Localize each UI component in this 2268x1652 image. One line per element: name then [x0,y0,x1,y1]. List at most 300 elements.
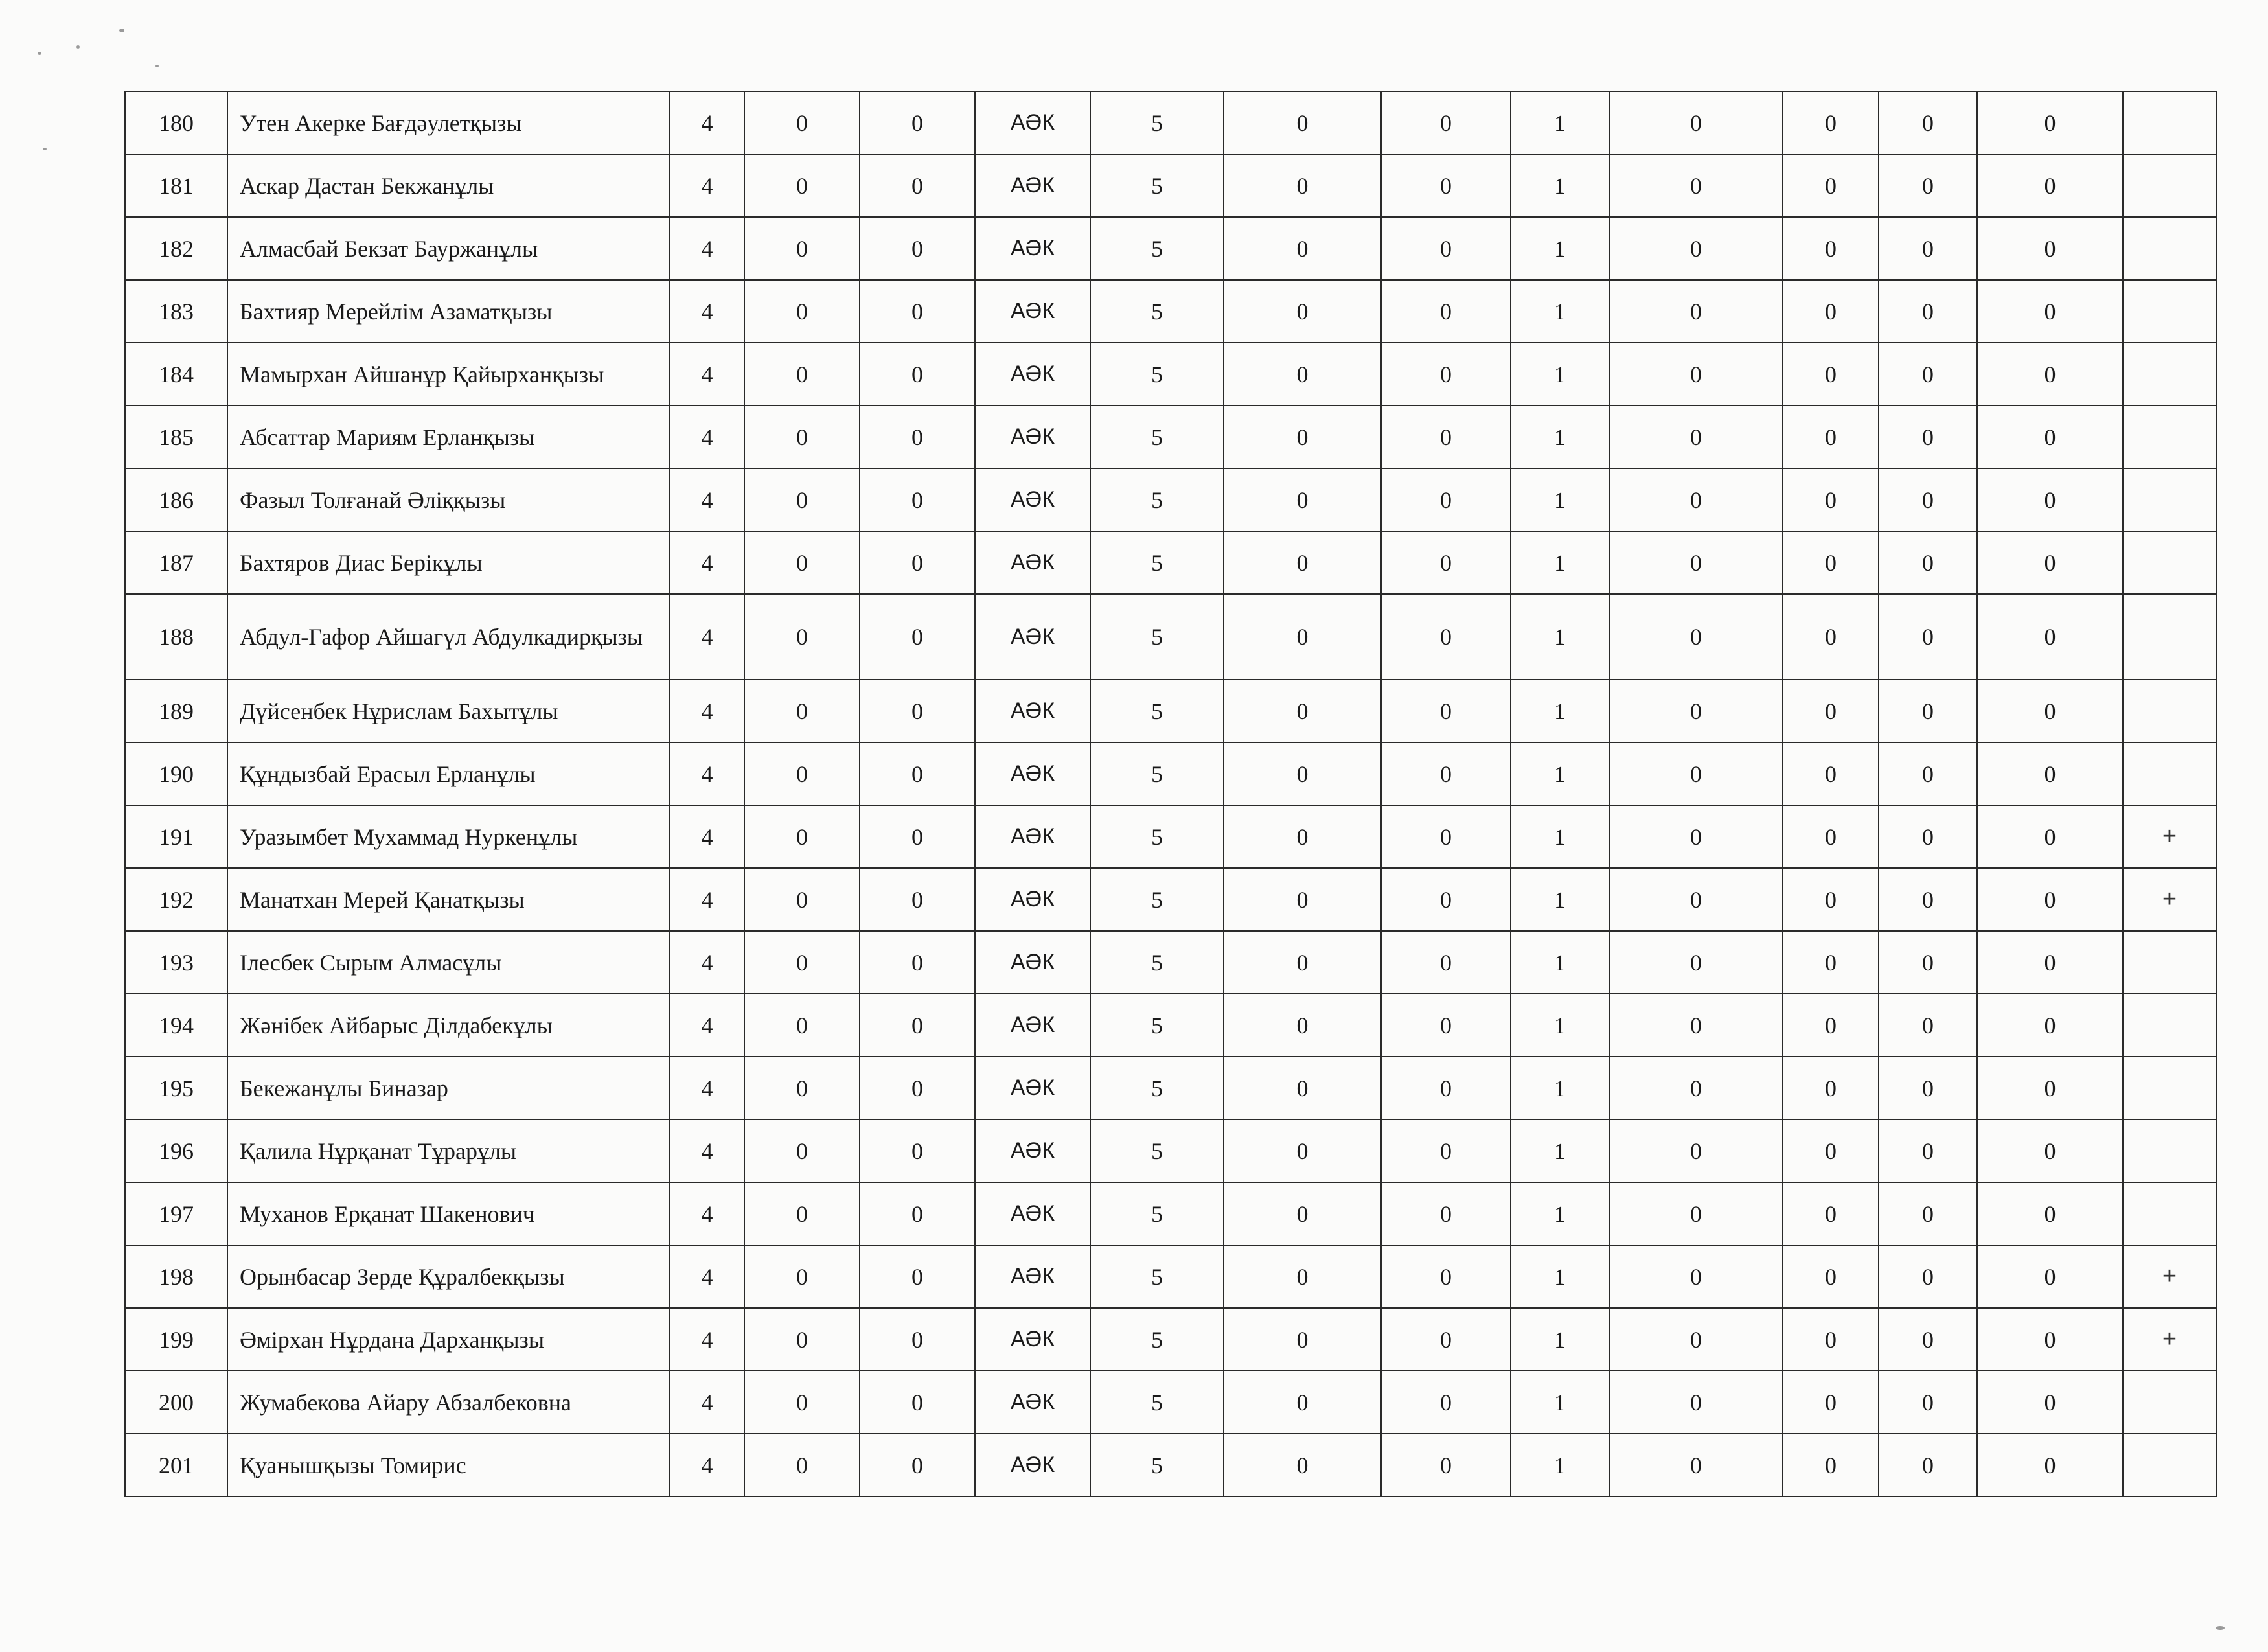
value-cell: 0 [1783,805,1879,868]
student-name-cell: Қалила Нұрқанат Тұрарұлы [227,1119,670,1182]
table-row [125,868,2216,931]
value-cell: 0 [1381,994,1511,1057]
value-cell: 0 [860,805,975,868]
student-name-cell: Аскар Дастан Бекжанұлы [227,154,670,217]
value-cell: 0 [1224,1182,1381,1245]
value-cell: 0 [744,154,860,217]
value-cell: 0 [1783,217,1879,280]
value-cell: 4 [670,531,744,594]
mark-cell [2123,1182,2216,1245]
value-cell: 0 [1977,217,2123,280]
table-row [125,1245,2216,1308]
value-cell: 0 [1783,343,1879,406]
value-cell: 0 [744,994,860,1057]
value-cell: 0 [1381,406,1511,468]
table-row [125,805,2216,868]
value-cell: 0 [1224,805,1381,868]
value-cell: 0 [744,468,860,531]
mark-cell [2123,994,2216,1057]
mark-cell: + [2123,868,2216,931]
value-cell: 0 [1879,742,1977,805]
value-cell: 0 [1224,154,1381,217]
value-cell: 0 [1879,805,1977,868]
value-cell: 5 [1090,217,1224,280]
value-cell: 0 [1381,931,1511,994]
student-name-cell: Утен Акерке Бағдәулетқызы [227,91,670,154]
scan-speck [2216,1626,2225,1630]
value-cell: 5 [1090,868,1224,931]
table-row [125,680,2216,742]
value-cell: 0 [1783,1245,1879,1308]
value-cell: 0 [744,1434,860,1497]
mark-cell [2123,154,2216,217]
value-cell: 0 [1224,343,1381,406]
value-cell: 0 [1224,91,1381,154]
value-cell: 0 [1609,994,1783,1057]
value-cell: 4 [670,1057,744,1119]
value-cell: 0 [1609,154,1783,217]
table-row [125,594,2216,680]
value-cell: 4 [670,91,744,154]
value-cell: 0 [1783,994,1879,1057]
code-cell: АӘК [975,594,1090,680]
code-cell: АӘК [975,868,1090,931]
value-cell: 0 [860,1119,975,1182]
value-cell: 0 [860,1182,975,1245]
value-cell: 4 [670,868,744,931]
value-cell: 0 [1609,468,1783,531]
row-number-cell: 182 [125,217,227,280]
value-cell: 0 [1977,805,2123,868]
code-cell: АӘК [975,531,1090,594]
value-cell: 0 [1783,468,1879,531]
value-cell: 5 [1090,1245,1224,1308]
value-cell: 4 [670,680,744,742]
value-cell: 0 [1609,1245,1783,1308]
value-cell: 0 [1609,1119,1783,1182]
value-cell: 0 [1783,594,1879,680]
mark-cell: + [2123,1245,2216,1308]
value-cell: 0 [860,468,975,531]
value-cell: 0 [1224,1057,1381,1119]
value-cell: 0 [1381,1434,1511,1497]
mark-cell [2123,406,2216,468]
value-cell: 0 [1783,406,1879,468]
value-cell: 0 [1977,280,2123,343]
value-cell: 0 [1609,680,1783,742]
value-cell: 0 [744,1308,860,1371]
value-cell: 5 [1090,1371,1224,1434]
value-cell: 4 [670,1371,744,1434]
value-cell: 1 [1511,1434,1609,1497]
row-number-cell: 198 [125,1245,227,1308]
row-number-cell: 193 [125,931,227,994]
value-cell: 0 [1381,468,1511,531]
value-cell: 1 [1511,91,1609,154]
value-cell: 0 [1381,1119,1511,1182]
value-cell: 0 [1879,280,1977,343]
mark-cell [2123,742,2216,805]
table-row [125,1119,2216,1182]
table-row [125,1182,2216,1245]
row-number-cell: 188 [125,594,227,680]
value-cell: 0 [1381,91,1511,154]
value-cell: 1 [1511,994,1609,1057]
table-row [125,994,2216,1057]
value-cell: 5 [1090,154,1224,217]
value-cell: 0 [1977,1308,2123,1371]
value-cell: 4 [670,154,744,217]
student-name-cell: Муханов Ерқанат Шакенович [227,1182,670,1245]
value-cell: 0 [1977,868,2123,931]
mark-cell: + [2123,1308,2216,1371]
value-cell: 0 [1381,742,1511,805]
student-name-cell: Ілесбек Сырым Алмасұлы [227,931,670,994]
value-cell: 5 [1090,1057,1224,1119]
value-cell: 0 [744,594,860,680]
value-cell: 0 [860,680,975,742]
value-cell: 0 [1783,1371,1879,1434]
value-cell: 1 [1511,1371,1609,1434]
scan-speck [76,45,80,49]
value-cell: 0 [1879,1057,1977,1119]
value-cell: 0 [1381,594,1511,680]
value-cell: 0 [1783,1119,1879,1182]
code-cell: АӘК [975,1308,1090,1371]
code-cell: АӘК [975,280,1090,343]
value-cell: 0 [1977,1057,2123,1119]
value-cell: 1 [1511,531,1609,594]
value-cell: 0 [1609,868,1783,931]
value-cell: 0 [1609,1371,1783,1434]
value-cell: 0 [860,742,975,805]
table-row [125,1308,2216,1371]
mark-cell [2123,91,2216,154]
value-cell: 0 [1609,280,1783,343]
value-cell: 0 [744,1057,860,1119]
value-cell: 0 [1977,742,2123,805]
table-row [125,531,2216,594]
code-cell: АӘК [975,805,1090,868]
table-row [125,406,2216,468]
value-cell: 0 [1381,1308,1511,1371]
code-cell: АӘК [975,1434,1090,1497]
value-cell: 0 [1224,468,1381,531]
value-cell: 0 [1609,742,1783,805]
value-cell: 0 [860,343,975,406]
value-cell: 0 [1381,868,1511,931]
value-cell: 5 [1090,406,1224,468]
value-cell: 5 [1090,931,1224,994]
value-cell: 0 [860,1245,975,1308]
value-cell: 0 [1609,343,1783,406]
value-cell: 4 [670,1434,744,1497]
row-number-cell: 185 [125,406,227,468]
row-number-cell: 189 [125,680,227,742]
value-cell: 4 [670,343,744,406]
student-name-cell: Уразымбет Мухаммад Нуркенұлы [227,805,670,868]
value-cell: 0 [1879,154,1977,217]
value-cell: 5 [1090,742,1224,805]
value-cell: 0 [1879,868,1977,931]
value-cell: 0 [1381,1182,1511,1245]
value-cell: 0 [1977,406,2123,468]
value-cell: 4 [670,742,744,805]
value-cell: 0 [744,91,860,154]
value-cell: 0 [1609,406,1783,468]
value-cell: 4 [670,468,744,531]
student-name-cell: Орынбасар Зерде Құралбекқызы [227,1245,670,1308]
value-cell: 5 [1090,1119,1224,1182]
value-cell: 0 [1977,1182,2123,1245]
value-cell: 1 [1511,217,1609,280]
row-number-cell: 184 [125,343,227,406]
code-cell: АӘК [975,1182,1090,1245]
value-cell: 4 [670,1308,744,1371]
student-name-cell: Манатхан Мерей Қанатқызы [227,868,670,931]
value-cell: 0 [1783,531,1879,594]
value-cell: 4 [670,931,744,994]
student-name-cell: Абдул-Гафор Айшагүл Абдулкадирқызы [227,594,670,680]
value-cell: 1 [1511,1308,1609,1371]
row-number-cell: 187 [125,531,227,594]
value-cell: 0 [860,531,975,594]
row-number-cell: 192 [125,868,227,931]
value-cell: 0 [1977,343,2123,406]
row-number-cell: 191 [125,805,227,868]
value-cell: 0 [1879,1245,1977,1308]
value-cell: 0 [1381,1057,1511,1119]
value-cell: 1 [1511,680,1609,742]
table-row [125,468,2216,531]
code-cell: АӘК [975,1057,1090,1119]
value-cell: 0 [744,1182,860,1245]
value-cell: 0 [1609,1434,1783,1497]
value-cell: 0 [860,994,975,1057]
student-name-cell: Мамырхан Айшанұр Қайырханқызы [227,343,670,406]
value-cell: 4 [670,1182,744,1245]
code-cell: АӘК [975,154,1090,217]
value-cell: 0 [1977,91,2123,154]
value-cell: 0 [744,1371,860,1434]
student-name-cell: Бахтяров Диас Берікұлы [227,531,670,594]
mark-cell [2123,343,2216,406]
student-name-cell: Фазыл Толғанай Әліққызы [227,468,670,531]
table-row [125,343,2216,406]
value-cell: 0 [1381,154,1511,217]
value-cell: 0 [744,217,860,280]
value-cell: 0 [1609,805,1783,868]
code-cell: АӘК [975,742,1090,805]
table-body [125,91,2216,1497]
scan-speck [155,65,159,67]
value-cell: 0 [744,1245,860,1308]
value-cell: 0 [1977,1371,2123,1434]
value-cell: 0 [860,1434,975,1497]
value-cell: 0 [860,1371,975,1434]
value-cell: 4 [670,805,744,868]
value-cell: 4 [670,406,744,468]
row-number-cell: 180 [125,91,227,154]
code-cell: АӘК [975,343,1090,406]
value-cell: 0 [1783,1308,1879,1371]
value-cell: 5 [1090,994,1224,1057]
value-cell: 1 [1511,1057,1609,1119]
value-cell: 5 [1090,1182,1224,1245]
table-row [125,91,2216,154]
value-cell: 0 [1609,1308,1783,1371]
value-cell: 1 [1511,805,1609,868]
value-cell: 0 [744,1119,860,1182]
value-cell: 0 [1609,594,1783,680]
code-cell: АӘК [975,680,1090,742]
student-name-cell: Бахтияр Мерейлім Азаматқызы [227,280,670,343]
value-cell: 0 [1783,680,1879,742]
mark-cell [2123,1119,2216,1182]
scan-speck [119,29,124,32]
value-cell: 0 [1224,1308,1381,1371]
table-row [125,217,2216,280]
code-cell: АӘК [975,1119,1090,1182]
value-cell: 0 [1224,531,1381,594]
value-cell: 0 [1879,343,1977,406]
value-cell: 0 [1977,680,2123,742]
value-cell: 5 [1090,805,1224,868]
value-cell: 0 [860,1308,975,1371]
student-name-cell: Дүйсенбек Нұрислам Бахытұлы [227,680,670,742]
code-cell: АӘК [975,217,1090,280]
value-cell: 0 [1783,1182,1879,1245]
table-row [125,280,2216,343]
code-cell: АӘК [975,994,1090,1057]
row-number-cell: 181 [125,154,227,217]
value-cell: 0 [1977,531,2123,594]
value-cell: 1 [1511,154,1609,217]
value-cell: 4 [670,1119,744,1182]
mark-cell [2123,280,2216,343]
value-cell: 0 [1879,680,1977,742]
row-number-cell: 197 [125,1182,227,1245]
value-cell: 1 [1511,742,1609,805]
value-cell: 1 [1511,280,1609,343]
value-cell: 0 [1224,280,1381,343]
value-cell: 0 [1977,994,2123,1057]
value-cell: 0 [1783,280,1879,343]
value-cell: 0 [1977,1434,2123,1497]
value-cell: 0 [744,805,860,868]
value-cell: 0 [1879,1434,1977,1497]
row-number-cell: 186 [125,468,227,531]
table-row [125,1371,2216,1434]
value-cell: 1 [1511,1119,1609,1182]
value-cell: 0 [1879,217,1977,280]
student-name-cell: Бекежанұлы Биназар [227,1057,670,1119]
value-cell: 5 [1090,1434,1224,1497]
value-cell: 0 [1879,1182,1977,1245]
row-number-cell: 183 [125,280,227,343]
mark-cell [2123,680,2216,742]
mark-cell [2123,1434,2216,1497]
value-cell: 5 [1090,594,1224,680]
value-cell: 0 [1381,805,1511,868]
value-cell: 0 [1783,91,1879,154]
value-cell: 0 [1783,1057,1879,1119]
value-cell: 0 [1381,343,1511,406]
value-cell: 0 [1609,1182,1783,1245]
value-cell: 1 [1511,406,1609,468]
value-cell: 0 [1224,217,1381,280]
value-cell: 0 [1224,994,1381,1057]
value-cell: 0 [1224,1371,1381,1434]
code-cell: АӘК [975,406,1090,468]
value-cell: 5 [1090,91,1224,154]
value-cell: 0 [1879,1371,1977,1434]
table-row [125,742,2216,805]
value-cell: 5 [1090,680,1224,742]
student-name-cell: Қуанышқызы Томирис [227,1434,670,1497]
mark-cell [2123,594,2216,680]
value-cell: 0 [1609,931,1783,994]
value-cell: 0 [1783,1434,1879,1497]
value-cell: 5 [1090,468,1224,531]
value-cell: 0 [1783,931,1879,994]
table-row [125,931,2216,994]
value-cell: 0 [1977,1119,2123,1182]
row-number-cell: 201 [125,1434,227,1497]
value-cell: 0 [1224,406,1381,468]
value-cell: 0 [1381,680,1511,742]
mark-cell [2123,217,2216,280]
value-cell: 0 [744,343,860,406]
value-cell: 0 [1879,468,1977,531]
value-cell: 0 [1224,931,1381,994]
value-cell: 0 [1381,531,1511,594]
value-cell: 0 [1879,1119,1977,1182]
value-cell: 0 [1783,742,1879,805]
value-cell: 0 [744,280,860,343]
value-cell: 1 [1511,1182,1609,1245]
value-cell: 0 [860,154,975,217]
value-cell: 0 [744,931,860,994]
value-cell: 0 [1381,280,1511,343]
row-number-cell: 190 [125,742,227,805]
value-cell: 0 [1977,931,2123,994]
value-cell: 0 [1224,594,1381,680]
student-name-cell: Құндызбай Ерасыл Ерланұлы [227,742,670,805]
student-name-cell: Жәнібек Айбарыс Ділдабекұлы [227,994,670,1057]
student-name-cell: Алмасбай Бекзат Бауржанұлы [227,217,670,280]
value-cell: 0 [1977,154,2123,217]
value-cell: 4 [670,1245,744,1308]
value-cell: 0 [1977,594,2123,680]
mark-cell [2123,1057,2216,1119]
value-cell: 1 [1511,594,1609,680]
value-cell: 5 [1090,531,1224,594]
value-cell: 0 [860,280,975,343]
value-cell: 1 [1511,343,1609,406]
table-row [125,154,2216,217]
mark-cell [2123,468,2216,531]
value-cell: 1 [1511,931,1609,994]
scan-speck [43,148,47,150]
value-cell: 0 [1879,594,1977,680]
student-name-cell: Абсаттар Мариям Ерланқызы [227,406,670,468]
value-cell: 5 [1090,1308,1224,1371]
value-cell: 0 [860,868,975,931]
value-cell: 5 [1090,343,1224,406]
value-cell: 0 [860,91,975,154]
value-cell: 0 [1609,531,1783,594]
